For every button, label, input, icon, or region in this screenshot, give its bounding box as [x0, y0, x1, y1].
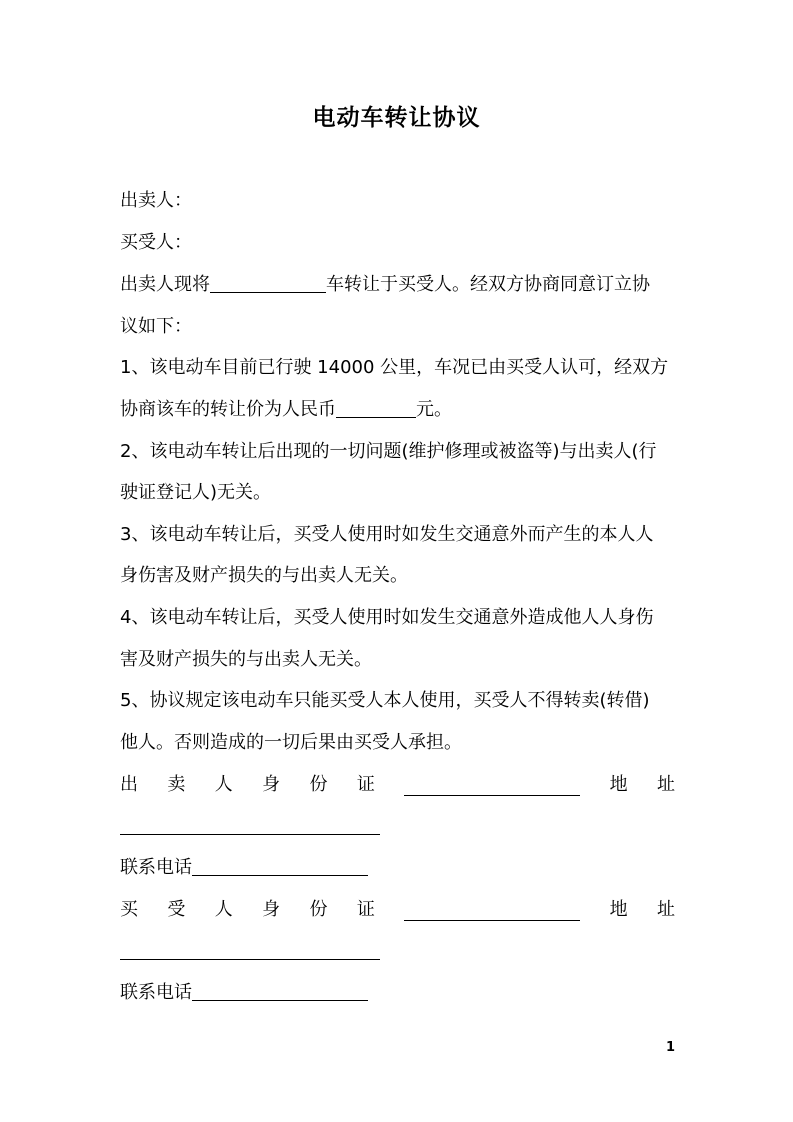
- seller-id-char: 人: [214, 774, 233, 795]
- clause-5-line-1: 5、协议规定该电动车只能买受人本人使用，买受人不得转卖(转借): [120, 690, 650, 711]
- price-unit: 元。: [416, 399, 452, 420]
- intro-text-start: 出卖人现将: [120, 274, 210, 295]
- buyer-phone-label: 联系电话: [120, 982, 192, 1003]
- seller-address-char: 地: [609, 774, 628, 795]
- intro-text-end: 车转让于买受人。经双方协商同意订立协: [326, 274, 650, 295]
- buyer-address-blank: [120, 939, 380, 960]
- buyer-phone-line: [120, 979, 675, 1007]
- clause-3-line-2: 身伤害及财产损失的与出卖人无关。: [120, 565, 408, 586]
- seller-id-char: 证: [356, 774, 375, 795]
- buyer-id-address-row: [120, 896, 675, 924]
- buyer-id-char: 证: [356, 899, 375, 920]
- buyer-id-char: 买: [120, 899, 138, 920]
- seller-address-char: 址: [657, 774, 675, 795]
- buyer-address-char: 地: [609, 899, 628, 920]
- intro-line-2: 议如下：: [120, 316, 192, 337]
- clause-2-line-1: 2、该电动车转让后出现的一切问题(维护修理或被盗等)与出卖人(行: [120, 441, 657, 462]
- seller-id-char: 份: [309, 774, 328, 795]
- buyer-label: 买受人：: [120, 232, 192, 253]
- clause-4-line-2: 害及财产损失的与出卖人无关。: [120, 649, 372, 670]
- price-text: 协商该车的转让价为人民币: [120, 399, 336, 420]
- seller-phone-blank: [192, 855, 368, 876]
- seller-id-address-row: [120, 771, 675, 799]
- clause-3-line-1: 3、该电动车转让后，买受人使用时如发生交通意外而产生的本人人: [120, 524, 654, 545]
- clause-1-line-1: 1、该电动车目前已行驶 14000 公里，车况已由买受人认可，经双方: [120, 357, 669, 378]
- seller-phone-label: 联系电话: [120, 857, 192, 878]
- clause-4-line-1: 4、该电动车转让后，买受人使用时如发生交通意外造成他人人身伤: [120, 607, 654, 628]
- seller-id-char: 身: [262, 774, 281, 795]
- document-title: 电动车转让协议: [312, 105, 481, 131]
- seller-address-line: [120, 813, 675, 841]
- seller-id-char: 出: [120, 774, 138, 795]
- price-blank: [336, 397, 416, 418]
- buyer-id-char: 份: [309, 899, 328, 920]
- clause-1-line-2: [120, 396, 675, 424]
- intro-line-1: [120, 271, 675, 299]
- buyer-id-char: 人: [214, 899, 233, 920]
- buyer-id-char: 身: [262, 899, 281, 920]
- buyer-id-char: 受: [167, 899, 186, 920]
- seller-address-blank: [120, 814, 380, 835]
- seller-id-char: 卖: [167, 774, 186, 795]
- buyer-phone-blank: [192, 980, 368, 1001]
- buyer-address-char: 址: [657, 899, 675, 920]
- clause-5-line-2: 他人。否则造成的一切后果由买受人承担。: [120, 732, 462, 753]
- seller-label: 出卖人：: [120, 190, 192, 211]
- clause-2-line-2: 驶证登记人)无关。: [120, 482, 272, 503]
- seller-phone-line: [120, 854, 675, 882]
- buyer-id-blank: [404, 900, 580, 921]
- page-number: 1: [666, 1040, 676, 1055]
- vehicle-blank: [210, 272, 326, 293]
- seller-id-blank: [404, 775, 580, 796]
- buyer-address-line: [120, 938, 675, 966]
